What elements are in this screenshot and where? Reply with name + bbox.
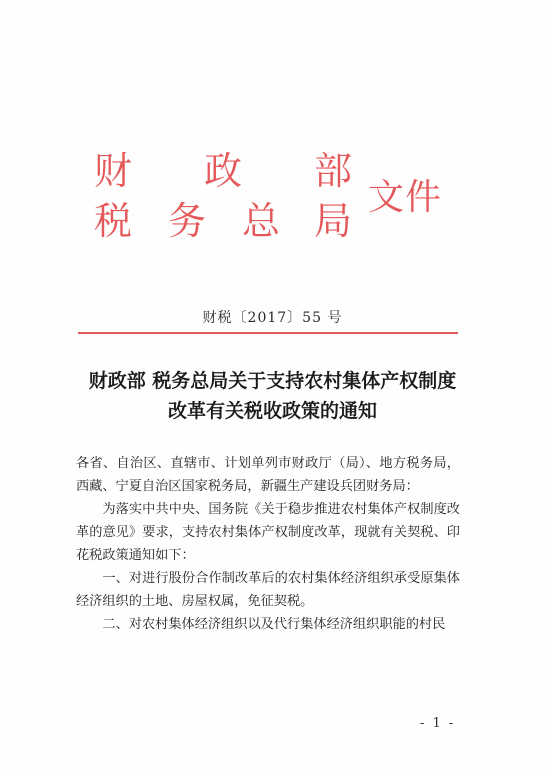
addressee-paragraph: 各省、自治区、直辖市、计划单列市财政厅（局）、地方税务局，西藏、宁夏自治区国家税务局，新疆生产建设兵团财务局： [76, 456, 460, 494]
item-1-paragraph: 一、对进行股份合作制改革后的农村集体经济组织承受原集体经济组织的土地、房屋权属，免征契税。 [76, 571, 460, 609]
item-2-paragraph: 二、对农村集体经济组织以及代行集体经济组织职能的村民 [102, 617, 446, 632]
title-line-2: 改革有关税收政策的通知 [167, 400, 377, 422]
issuing-authority-header [88, 148, 358, 248]
intro-paragraph: 为落实中共中央、国务院《关于稳步推进农村集体产权制度改革的意见》要求，支持农村集体产权制度改革，现就有关契税、印花税政策通知如下： [76, 502, 460, 563]
document-body [76, 452, 460, 636]
title-line-1: 财政部 税务总局关于支持农村集体产权制度 [88, 370, 457, 392]
header-char-shui: 税 [94, 199, 133, 243]
header-char-wu: 务 [168, 199, 207, 243]
header-suffix-wenjian: 文件 [368, 177, 443, 218]
header-char-zong: 总 [242, 199, 281, 243]
header-char-ju: 局 [314, 199, 353, 243]
header-char-cai: 财 [94, 149, 133, 193]
red-divider-line [78, 332, 458, 334]
page-number: - 1 - [420, 716, 456, 731]
header-char-zheng: 政 [204, 149, 243, 193]
document-title [60, 366, 485, 426]
document-number: 财税〔2017〕55 号 [202, 310, 343, 326]
header-char-bu: 部 [314, 149, 353, 193]
